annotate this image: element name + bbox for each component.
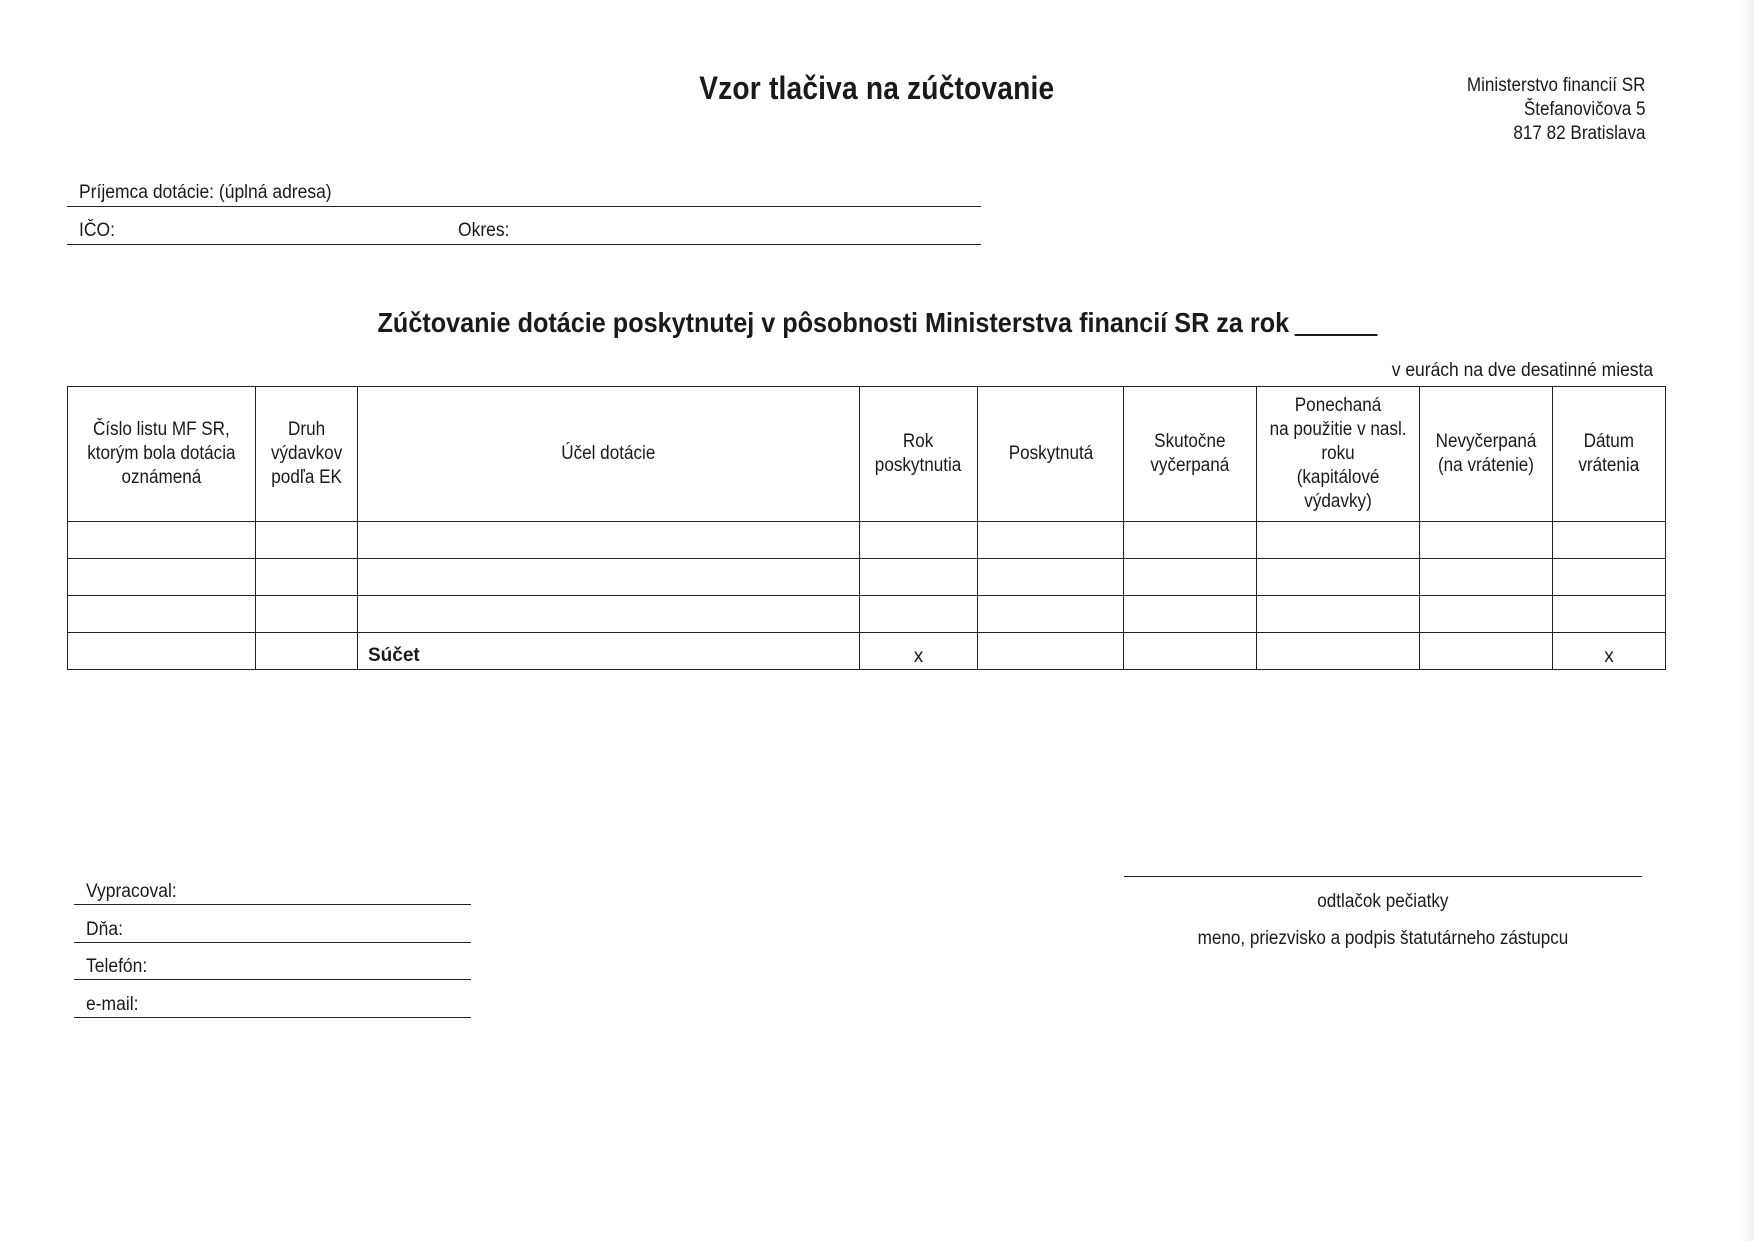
date-x-mark: x [1553, 633, 1666, 670]
table-cell[interactable] [978, 596, 1124, 633]
units-note: v eurách na dve desatinné miesta [1391, 360, 1653, 381]
col-header-return-date: Dátum vrátenia [1553, 387, 1666, 522]
table-cell[interactable] [1553, 559, 1666, 596]
ico-label: IČO: [79, 220, 115, 241]
table-cell[interactable] [1420, 522, 1553, 559]
recipient-label: Príjemca dotácie: (úplná adresa) [79, 182, 332, 203]
table-cell[interactable] [1124, 522, 1257, 559]
table-cell[interactable] [860, 522, 978, 559]
date-label: Dňa: [86, 919, 123, 940]
table-cell[interactable] [256, 522, 358, 559]
col-header-purpose: Účel dotácie [358, 387, 860, 522]
col-header-provided: Poskytnutá [978, 387, 1124, 522]
table-cell[interactable] [1257, 522, 1420, 559]
table-cell[interactable] [256, 633, 358, 670]
sum-label: Súčet [358, 633, 860, 670]
table-cell[interactable] [68, 633, 256, 670]
table-cell[interactable] [860, 559, 978, 596]
stamp-label: odtlačok pečiatky [1317, 891, 1449, 912]
table-row [68, 596, 1666, 633]
sum-retained-cell[interactable] [1257, 633, 1420, 670]
table-cell[interactable] [1553, 522, 1666, 559]
col-header-year: Rok poskytnutia [860, 387, 978, 522]
email-field[interactable] [74, 982, 471, 1018]
col-header-spent: Skutočne vyčerpaná [1124, 387, 1257, 522]
col-header-letter-number: Číslo listu MF SR, ktorým bola dotácia oznámená [68, 387, 256, 522]
table-cell[interactable] [1257, 596, 1420, 633]
subtitle-text: Zúčtovanie dotácie poskytnutej v pôsobnosti Ministerstva financií SR za rok [377, 307, 1289, 338]
table-row [68, 559, 1666, 596]
phone-label: Telefón: [86, 956, 148, 977]
table-cell[interactable] [978, 559, 1124, 596]
district-label: Okres: [458, 220, 510, 241]
table-cell[interactable] [1553, 596, 1666, 633]
table-cell[interactable] [68, 596, 256, 633]
scan-edge [1740, 0, 1754, 1241]
sum-spent-cell[interactable] [1124, 633, 1257, 670]
table-header-row [68, 387, 1666, 522]
col-header-retained: Ponechaná na použitie v nasl. roku (kapitálové výdavky) [1257, 387, 1420, 522]
phone-field[interactable] [74, 944, 471, 980]
sum-row [68, 633, 1666, 670]
sum-unspent-cell[interactable] [1420, 633, 1553, 670]
email-label: e-mail: [86, 994, 139, 1015]
address-line-2: Štefanovičova 5 [1524, 99, 1646, 120]
table-cell[interactable] [68, 559, 256, 596]
prepared-by-field[interactable] [74, 869, 471, 905]
table-cell[interactable] [68, 522, 256, 559]
table-row [68, 522, 1666, 559]
page-title: Vzor tlačiva na zúčtovanie [699, 70, 1055, 106]
table-cell[interactable] [256, 596, 358, 633]
settlement-table [67, 386, 1666, 670]
col-header-unspent: Nevyčerpaná (na vrátenie) [1420, 387, 1553, 522]
table-cell[interactable] [358, 596, 860, 633]
table-cell[interactable] [1420, 559, 1553, 596]
year-blank[interactable] [1294, 334, 1377, 336]
table-cell[interactable] [860, 596, 978, 633]
recipient-field[interactable] [67, 175, 981, 207]
table-cell[interactable] [1257, 559, 1420, 596]
ministry-address [1447, 74, 1646, 146]
table-cell[interactable] [358, 522, 860, 559]
col-header-expense-type: Druh výdavkov podľa EK [256, 387, 358, 522]
table-cell[interactable] [1124, 596, 1257, 633]
year-x-mark: x [860, 633, 978, 670]
signatory-label: meno, priezvisko a podpis štatutárneho zástupcu [1197, 928, 1569, 949]
address-line-1: Ministerstvo financií SR [1467, 75, 1646, 96]
date-field[interactable] [74, 907, 471, 943]
signature-line[interactable] [1124, 876, 1642, 877]
form-subtitle [0, 307, 1754, 339]
prepared-by-label: Vypracoval: [86, 881, 177, 902]
table-cell[interactable] [1420, 596, 1553, 633]
table-cell[interactable] [256, 559, 358, 596]
sum-provided-cell[interactable] [978, 633, 1124, 670]
address-line-3: 817 82 Bratislava [1513, 123, 1646, 144]
table-cell[interactable] [1124, 559, 1257, 596]
table-cell[interactable] [358, 559, 860, 596]
table-cell[interactable] [978, 522, 1124, 559]
ico-district-field[interactable] [67, 213, 981, 245]
